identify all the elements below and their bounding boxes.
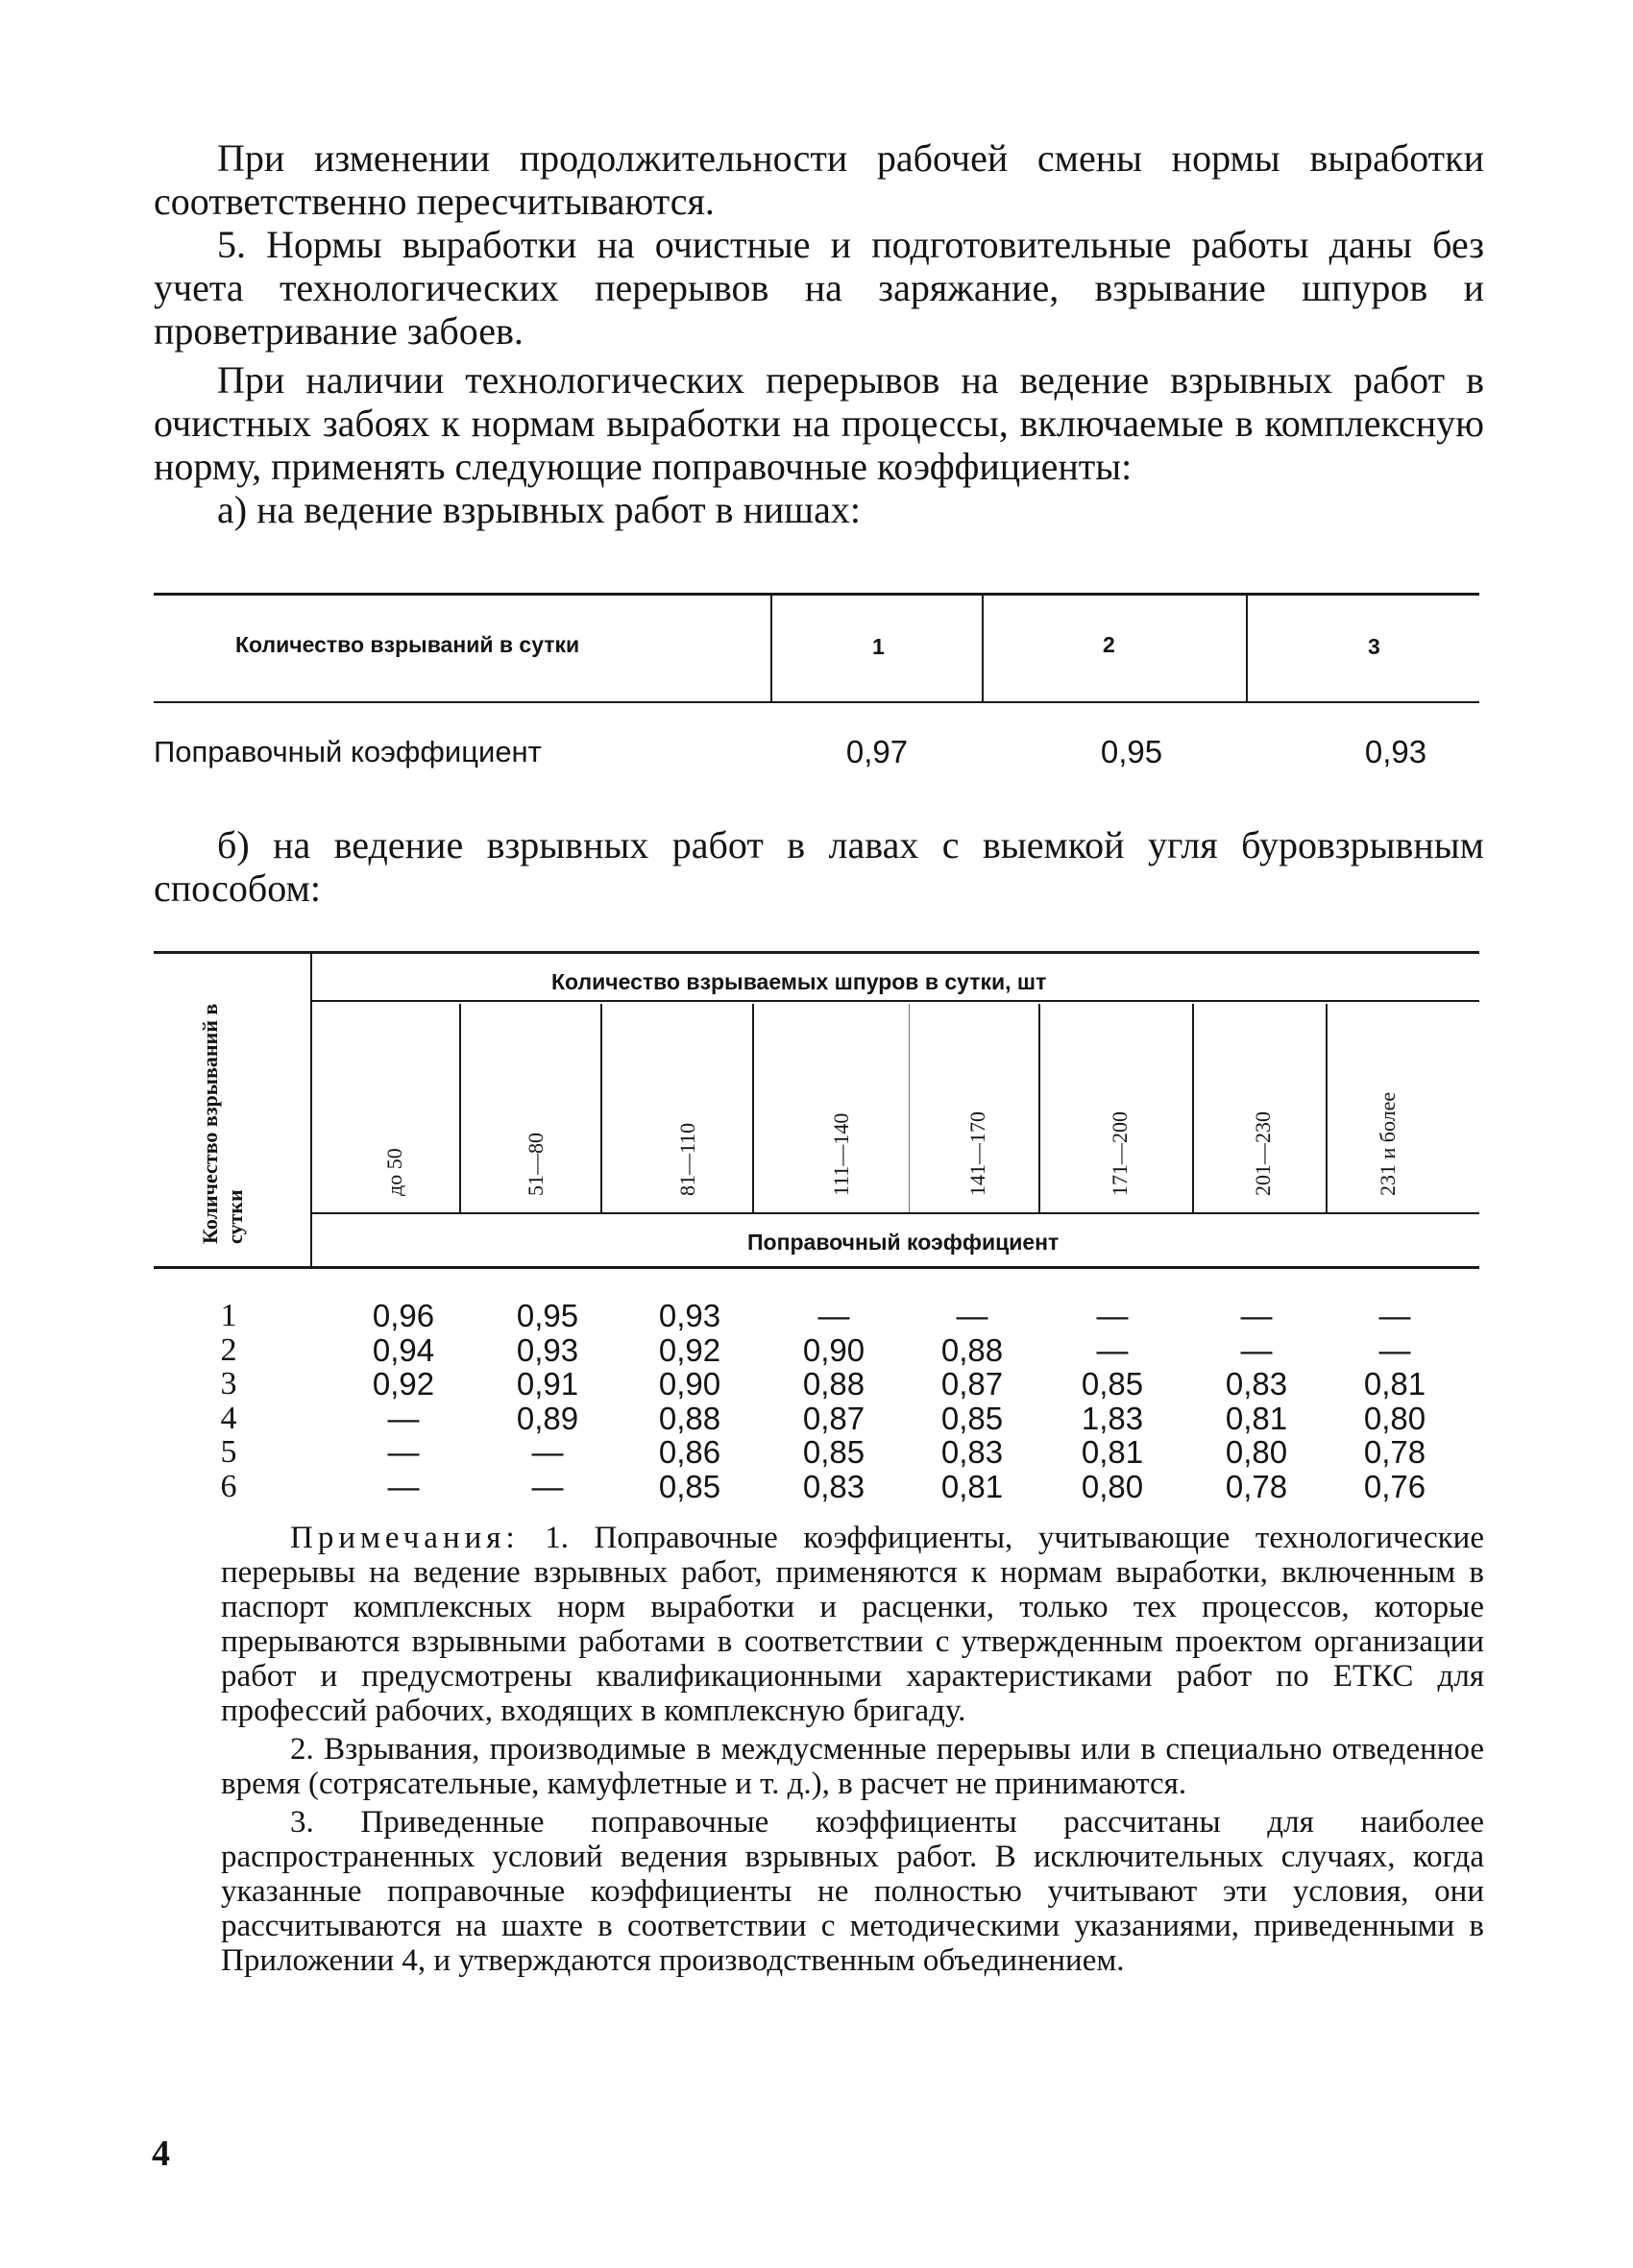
table2-cell: 0,94 xyxy=(372,1331,435,1368)
note-2: 2. Взрывания, производимые в междусменные перерывы или в специально отведенное время (сотрясательные, камуфлетные и т. д.), в расчет не принимаются. xyxy=(221,1732,1484,1801)
table2-top-rule xyxy=(154,951,1479,954)
table2-col-header: 201—230 xyxy=(1251,1111,1275,1196)
table2-cell: 0,87 xyxy=(802,1400,865,1436)
intro-text xyxy=(154,136,1484,531)
table2-cell: 0,88 xyxy=(658,1400,721,1436)
note-3: 3. Приведенные поправочные коэффициенты рассчитаны для наиболее распространенных условий ведения взрывных работ. В исключительных случаях, когда указанные поправочные коэффициенты не полностью учитывают эти условия, они рассчитываются на шахте в соответствии с методическими указаниями, приведенными в Приложении 4, и утверждаются производственным объединением. xyxy=(221,1805,1484,1978)
table2-col-header: до 50 xyxy=(382,1148,406,1196)
notes xyxy=(221,1521,1484,1982)
table2-cell: 0,81 xyxy=(1081,1434,1144,1470)
table2-cell: 0,87 xyxy=(940,1366,1004,1402)
table2-header-bottom-rule xyxy=(154,1266,1479,1269)
page-number: 4 xyxy=(152,2134,170,2174)
table2-cell: 0,78 xyxy=(1363,1434,1426,1470)
table2-col-divider xyxy=(459,1004,461,1212)
table2-cell: 0,78 xyxy=(1225,1468,1288,1504)
table2-top-header: Количество взрываемых шпуров в сутки, шт xyxy=(551,969,1047,994)
table2-cell: 0,92 xyxy=(372,1366,435,1402)
table2-cell: 0,83 xyxy=(802,1468,865,1504)
table2-col-header: 171—200 xyxy=(1108,1111,1132,1196)
table2-cell: — xyxy=(387,1434,420,1470)
table1-value-2: 0,95 xyxy=(1100,734,1163,769)
table2-cell: 0,86 xyxy=(658,1434,721,1470)
table2-cell: 0,81 xyxy=(940,1468,1004,1504)
note-1 xyxy=(221,1521,1484,1728)
table2-cell: 0,89 xyxy=(516,1400,579,1436)
table2-cell: — xyxy=(1240,1298,1273,1333)
table2-row-label: 6 xyxy=(220,1468,237,1504)
note-1-text: 1. Поправочные коэффициенты, учитывающие технологические перерывы на ведение взрывных работ, применяются к нормам выработки, включенным в паспорт комплексных норм выработки и расценки, только тех процессов, которые прерываются взрывными работами в соответствии с утвержденным проектом организации работ и предусмотрены квалификационными характеристиками работ по ЕТКС для профессий рабочих, входящих в комплексную бригаду. xyxy=(221,1521,1484,1728)
table2-cell: — xyxy=(817,1298,850,1333)
table2-cell: — xyxy=(1096,1331,1129,1368)
table2-cell: — xyxy=(531,1468,564,1504)
table2-col-divider xyxy=(1326,1004,1328,1212)
table1-header-rule xyxy=(154,701,1479,703)
table2-col-header: 51—80 xyxy=(524,1133,548,1196)
paragraph-5: 5. Нормы выработки на очистные и подготовительные работы даны без учета технологических перерывов на заряжание, взрывание шпуров и проветривание забоев. xyxy=(154,223,1484,353)
table2-cell: 0,83 xyxy=(1225,1366,1288,1402)
paragraph-technological-breaks: При наличии технологических перерывов на ведение взрывных работ в очистных забоях к нормам выработки на процессы, включаемые в комплексную норму, применять следующие поправочные коэффициенты: xyxy=(154,358,1484,488)
table2-cell: 0,81 xyxy=(1225,1400,1288,1436)
table2-cell: 0,85 xyxy=(802,1434,865,1470)
table1-col-1: 1 xyxy=(872,634,885,659)
table1-divider-1 xyxy=(770,596,772,701)
table2-columns-rule xyxy=(312,1212,1479,1214)
table2-cell: — xyxy=(1240,1331,1273,1368)
table2-col-divider xyxy=(909,1004,910,1212)
table2-col-divider xyxy=(752,1004,754,1212)
table2-cell: 0,96 xyxy=(372,1298,435,1333)
table2-cell: 0,80 xyxy=(1363,1400,1426,1436)
table1-col-2: 2 xyxy=(1103,632,1115,657)
item-a: а) на ведение взрывных работ в нишах: xyxy=(217,488,861,531)
table2-cell: 0,92 xyxy=(658,1331,721,1368)
table1-divider-3 xyxy=(1246,596,1248,701)
table2-cell: 0,93 xyxy=(658,1298,721,1333)
table2-col-header: 141—170 xyxy=(965,1111,989,1196)
table2-col-divider xyxy=(1192,1004,1194,1212)
table2-cell: 0,80 xyxy=(1225,1434,1288,1470)
paragraph-shift-change: При изменении продолжительности рабочей смены нормы выработки соответственно пересчитываются. xyxy=(154,136,1484,223)
table2-cell: — xyxy=(956,1298,988,1333)
table2-cell: 0,76 xyxy=(1363,1468,1426,1504)
table2-row-label: 3 xyxy=(220,1366,237,1402)
table2-col-divider xyxy=(1038,1004,1040,1212)
table2-cell: 0,85 xyxy=(940,1400,1004,1436)
table2-cell: 0,81 xyxy=(1363,1366,1426,1402)
table2-cell: 0,85 xyxy=(658,1468,721,1504)
table2-row-label: 4 xyxy=(220,1400,237,1436)
table2-row-label: 1 xyxy=(220,1298,237,1333)
table2-cell: 0,80 xyxy=(1081,1468,1144,1504)
table2-cell: 0,95 xyxy=(516,1298,579,1333)
table2-cell: — xyxy=(1378,1331,1411,1368)
notes-label: Примечания: xyxy=(290,1521,520,1555)
table2-cell: — xyxy=(387,1468,420,1504)
table2-cell: — xyxy=(1096,1298,1129,1333)
table2-col-header: 81—110 xyxy=(675,1122,699,1196)
table2-row-label: 5 xyxy=(220,1434,237,1470)
table2-cell: 0,91 xyxy=(516,1366,579,1402)
table2-cell: 1,83 xyxy=(1081,1400,1144,1436)
table2-col-header: 231 и более xyxy=(1376,1091,1400,1196)
table2-cell: — xyxy=(1378,1298,1411,1333)
table2-cell: — xyxy=(531,1434,564,1470)
table2-top-header-rule xyxy=(312,1000,1479,1002)
table1-divider-2 xyxy=(982,596,984,701)
table2-stub-header: Количество взрываний в сутки xyxy=(198,1003,247,1244)
table2-cell: 0,88 xyxy=(940,1331,1004,1368)
table2-cell: 0,90 xyxy=(658,1366,721,1402)
table2-col-divider xyxy=(600,1004,602,1212)
item-b: б) на ведение взрывных работ в лавах с выемкой угля буровзрывным способом: xyxy=(154,823,1484,910)
table2-bottom-header: Поправочный коэффициент xyxy=(747,1230,1060,1255)
table2-cell: 0,90 xyxy=(802,1331,865,1368)
table2-col-header: 111—140 xyxy=(829,1112,853,1196)
table2-cell: 0,85 xyxy=(1081,1366,1144,1402)
table2-cell: 0,93 xyxy=(516,1331,579,1368)
table1-col-3: 3 xyxy=(1368,634,1380,659)
table1-top-rule xyxy=(154,593,1479,596)
table2-cell: — xyxy=(387,1400,420,1436)
table2-cell: 0,83 xyxy=(940,1434,1004,1470)
table1-row-label: Поправочный коэффициент xyxy=(154,735,542,768)
table1-header-label: Количество взрываний в сутки xyxy=(235,632,580,657)
table2-row-label: 2 xyxy=(220,1331,237,1368)
table1-value-3: 0,93 xyxy=(1364,734,1427,769)
table1-value-1: 0,97 xyxy=(845,734,909,769)
table2-cell: 0,88 xyxy=(802,1366,865,1402)
table2-stub-divider xyxy=(310,954,312,1266)
